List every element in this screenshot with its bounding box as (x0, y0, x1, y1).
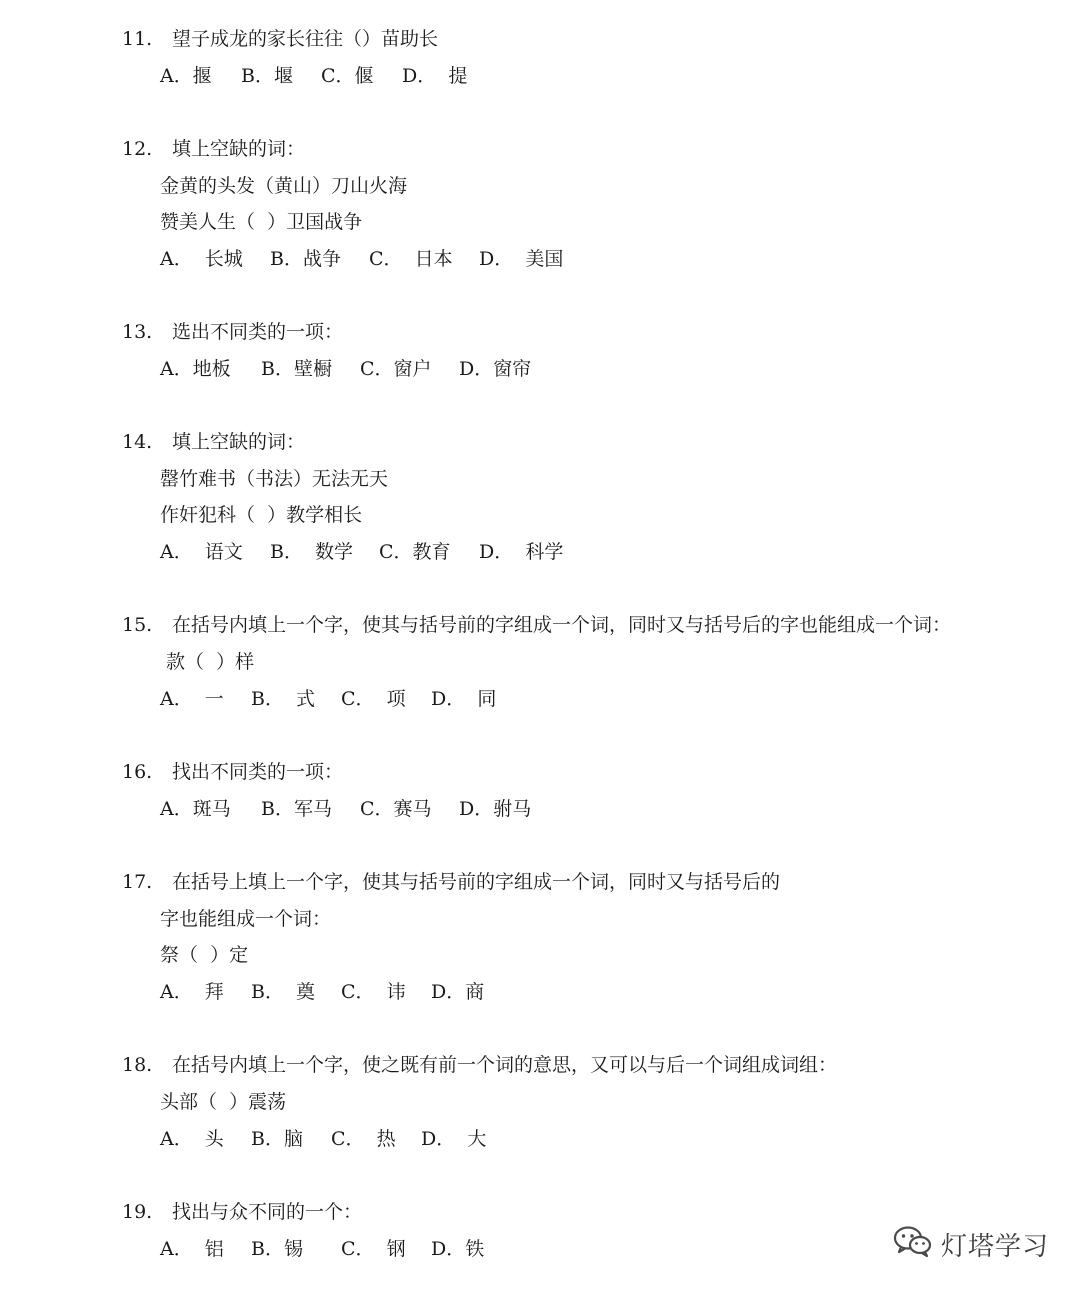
question-line: 赞美人生（ ）卫国战争 (160, 211, 363, 233)
question-number: 16. (122, 761, 153, 783)
option-d: D．商 (431, 981, 485, 1003)
option-b: B． 奠 (251, 981, 316, 1003)
option-b: B．堰 (241, 65, 293, 87)
option-a: A．斑马 (160, 798, 231, 820)
option-b: B． 数学 (270, 541, 354, 563)
question-line: 字也能组成一个词： (160, 908, 332, 930)
question-line: 祭（ ）定 (160, 944, 249, 966)
option-b: B． 式 (251, 688, 316, 710)
option-d: D． 提 (402, 65, 468, 87)
question-number: 14. (122, 431, 153, 453)
question-stem: 在括号内填上一个字，使之既有前一个词的意思，又可以与后一个词组成词组： (172, 1054, 838, 1076)
option-a: A． 头 (160, 1128, 224, 1150)
option-d: D． 科学 (479, 541, 564, 563)
option-b: B．脑 (251, 1128, 303, 1150)
option-c: C．窗户 (360, 358, 432, 380)
question-stem: 填上空缺的词： (172, 138, 306, 160)
question-stem: 填上空缺的词： (172, 431, 306, 453)
question-line: 罄竹难书（书法）无法无天 (160, 468, 389, 490)
option-c: C． 热 (331, 1128, 396, 1150)
question-stem: 在括号上填上一个字，使其与括号前的字组成一个词，同时又与括号后的 (172, 871, 781, 893)
option-a: A． 语文 (160, 541, 243, 563)
question-stem: 在括号内填上一个字，使其与括号前的字组成一个词，同时又与括号后的字也能组成一个词： (172, 614, 952, 636)
option-a: A．地板 (160, 358, 231, 380)
option-c: C． 项 (341, 688, 406, 710)
option-d: D． 美国 (479, 248, 564, 270)
question-line: 款（ ）样 (160, 651, 255, 673)
option-c: C．教育 (379, 541, 451, 563)
option-a: A． 铝 (160, 1238, 224, 1260)
question-number: 15. (122, 614, 153, 636)
option-c: C． 钢 (341, 1238, 406, 1260)
question-line: 金黄的头发（黄山）刀山火海 (160, 175, 408, 197)
question-stem: 找出与众不同的一个： (172, 1201, 363, 1223)
wechat-icon (893, 1225, 933, 1264)
question-number: 13. (122, 321, 153, 343)
option-b: B．锡 (251, 1238, 303, 1260)
option-a: A．揠 (160, 65, 212, 87)
question-number: 18. (122, 1054, 153, 1076)
option-a: A． 拜 (160, 981, 224, 1003)
question-number: 19. (122, 1201, 153, 1223)
option-d: D．窗帘 (459, 358, 532, 380)
watermark (893, 1224, 1049, 1264)
question-number: 17. (122, 871, 153, 893)
option-c: C．赛马 (360, 798, 432, 820)
option-d: D．驸马 (459, 798, 532, 820)
question-stem: 选出不同类的一项： (172, 321, 344, 343)
option-c: C．偃 (321, 65, 374, 87)
option-a: A． 一 (160, 688, 224, 710)
question-line: 作奸犯科（ ）教学相长 (160, 504, 363, 526)
question-line: 头部（ ）震荡 (160, 1091, 287, 1113)
watermark-text: 灯塔学习 (941, 1231, 1050, 1262)
option-b: B．壁橱 (261, 358, 332, 380)
option-b: B．战争 (270, 248, 341, 270)
option-c: C． 日本 (369, 248, 453, 270)
question-stem: 望子成龙的家长往往（）苗助长 (172, 28, 439, 50)
option-d: D．铁 (431, 1238, 485, 1260)
option-d: D． 大 (421, 1128, 487, 1150)
question-number: 11. (122, 28, 153, 50)
question-number: 12. (122, 138, 153, 160)
option-b: B．军马 (261, 798, 332, 820)
question-stem: 找出不同类的一项： (172, 761, 344, 783)
option-a: A． 长城 (160, 248, 243, 270)
option-c: C． 讳 (341, 981, 406, 1003)
option-d: D． 同 (431, 688, 497, 710)
